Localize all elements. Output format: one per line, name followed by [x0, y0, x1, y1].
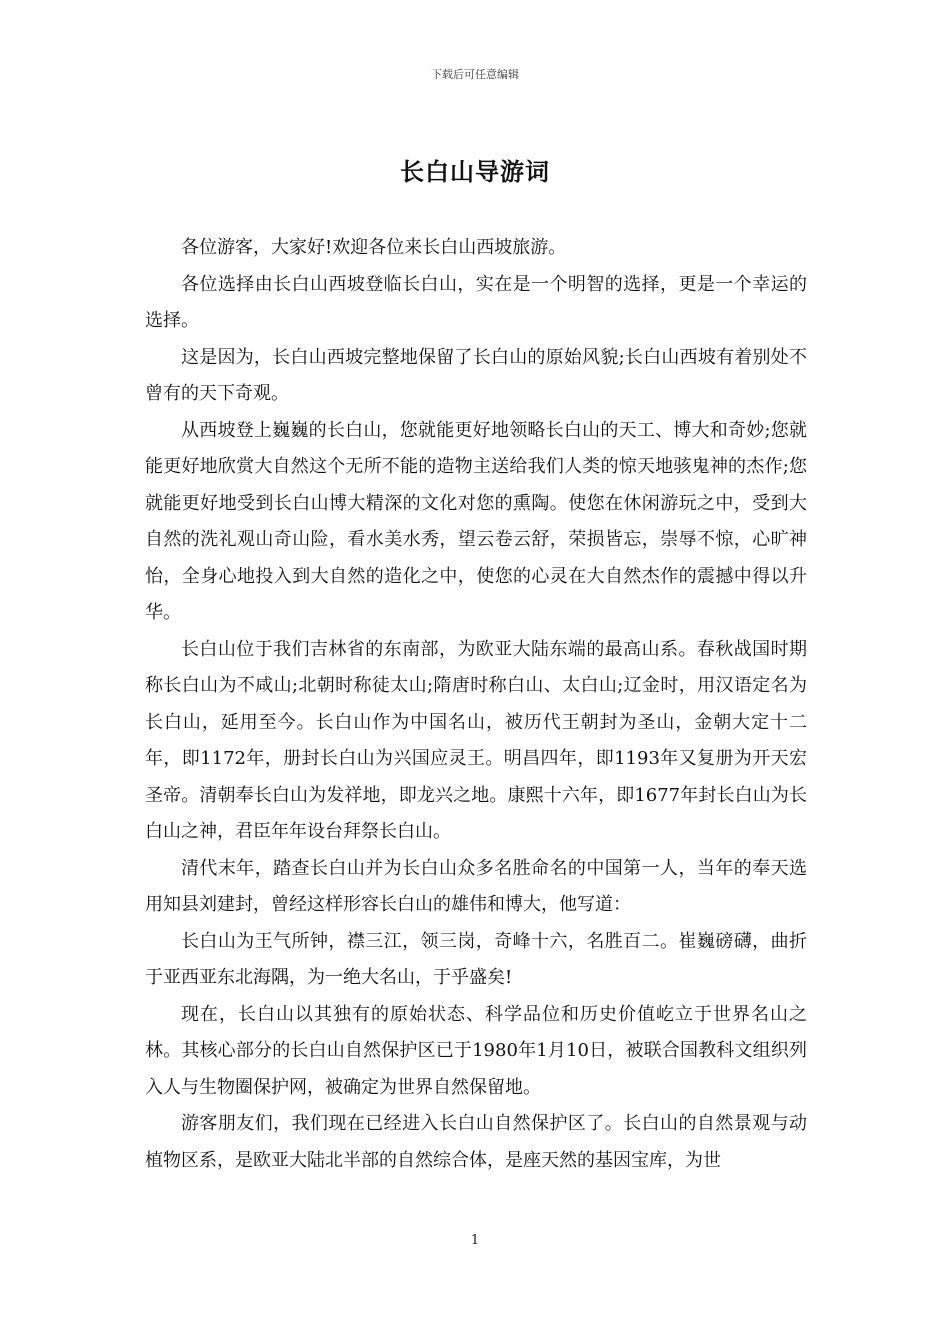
- paragraph-reserve: 游客朋友们，我们现在已经进入长白山自然保护区了。长白山的自然景观与动植物区系，是欧亚大陆北半部的自然综合体，是座天然的基因宝库，为世: [145, 1113, 807, 1171]
- paragraph-qing-dynasty: 清代末年，踏查长白山并为长白山众多名胜命名的中国第一人，当年的奉天选用知县刘建封，曾经这样形容长白山的雄伟和博大，他写道：: [145, 857, 807, 915]
- paragraph-reason: 这是因为，长白山西坡完整地保留了长白山的原始风貌;长白山西坡有着别处不曾有的天下奇观。: [145, 346, 807, 404]
- paragraph-history: 长白山位于我们吉林省的东南部，为欧亚大陆东端的最高山系。春秋战国时期称长白山为不咸山;北朝时称徒太山;隋唐时称白山、太白山;辽金时，用汉语定名为长白山，延用至今。长白山作为中国名山，被历代王朝封为圣山，金朝大定十二年，即1172年，册封长白山为兴国应灵王。明昌四年，即1193年又复册为开天宏圣帝。清朝奉长白山为发祥地，即龙兴之地。康熙十六年，即1677年封长白山为长白山之神，君臣年年设台拜祭长白山。: [145, 638, 807, 842]
- paragraph-present: 现在，长白山以其独有的原始状态、科学品位和历史价值屹立于世界名山之林。其核心部分的长白山自然保护区已于1980年1月10日，被联合国教科文组织列入人与生物圈保护网，被确定为世界自然保留地。: [145, 1003, 807, 1098]
- document-title: 长白山导游词: [400, 158, 550, 186]
- paragraph-experience: 从西坡登上巍巍的长白山，您就能更好地领略长白山的天工、博大和奇妙;您就能更好地欣赏大自然这个无所不能的造物主送给我们人类的惊天地骇鬼神的杰作;您就能更好地受到长白山博大精深的文化对您的熏陶。使您在休闲游玩之中，受到大自然的洗礼观山奇山险，看水美水秀，望云卷云舒，荣损皆忘，崇辱不惊，心旷神怡，全身心地投入到大自然的造化之中，使您的心灵在大自然杰作的震撼中得以升华。: [145, 419, 807, 623]
- paragraph-quote: 长白山为王气所钟，襟三江，领三岗，奇峰十六，名胜百二。崔巍磅礴，曲折于亚西亚东北海隅，为一绝大名山，于乎盛矣!: [145, 930, 807, 988]
- paragraph-greeting: 各位游客，大家好!欢迎各位来长白山西坡旅游。: [181, 237, 567, 258]
- page-number: 1: [470, 1233, 480, 1248]
- paragraph-choice: 各位选择由长白山西坡登临长白山，实在是一个明智的选择，更是一个幸运的选择。: [145, 273, 807, 331]
- document-body: [145, 230, 807, 1179]
- header-note: 下载后可任意编辑: [431, 68, 519, 81]
